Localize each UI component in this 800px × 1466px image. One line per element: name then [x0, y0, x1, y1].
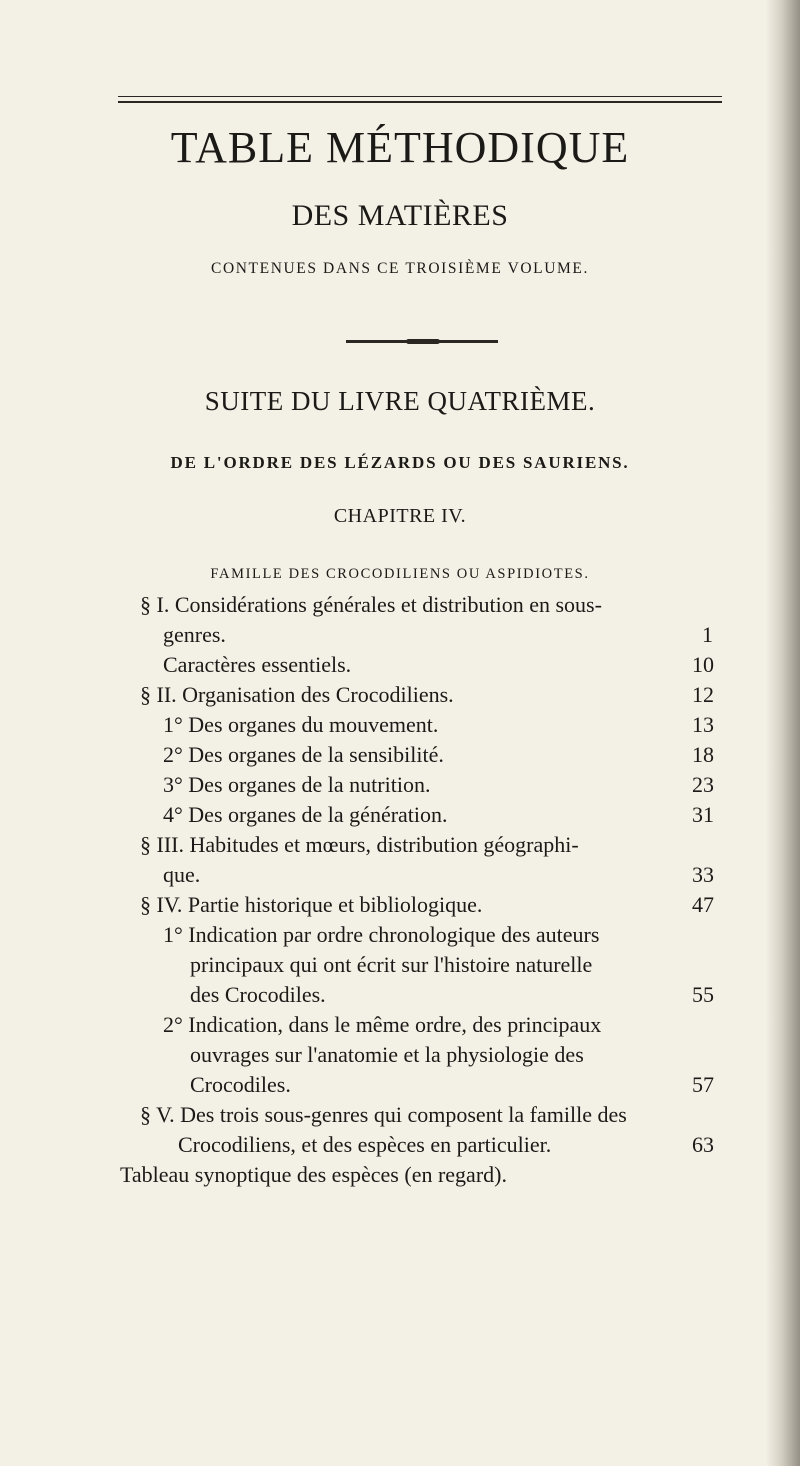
- toc-entry-text: Crocodiliens, et des espèces en particulier.: [178, 1132, 552, 1157]
- toc-row: [0, 920, 800, 950]
- toc-row: [0, 830, 800, 860]
- top-double-rule: [118, 96, 722, 103]
- toc-entry-page: 47: [692, 892, 714, 917]
- page-subtitle: DES MATIÈRES: [291, 199, 509, 232]
- toc-entry-page: 12: [692, 682, 714, 707]
- toc-entry-text: 2° Indication, dans le même ordre, des principaux: [163, 1012, 602, 1037]
- toc-row: [0, 860, 800, 890]
- toc-row: [0, 1100, 800, 1130]
- toc-entry-page: 10: [692, 652, 714, 677]
- chapter-heading: CHAPITRE IV.: [333, 505, 467, 527]
- toc-entry-text: des Crocodiles.: [190, 982, 326, 1007]
- toc-row: [0, 650, 800, 680]
- toc-entry-text: ouvrages sur l'anatomie et la physiologie des: [190, 1042, 584, 1067]
- toc-row: [0, 1040, 800, 1070]
- toc-row: [0, 980, 800, 1010]
- toc-entry-page: 63: [692, 1132, 714, 1157]
- toc-row: [0, 770, 800, 800]
- toc-entry-text: Tableau synoptique des espèces (en regard).: [120, 1162, 507, 1187]
- volume-line: CONTENUES DANS CE TROISIÈME VOLUME.: [211, 260, 589, 277]
- toc-entry-page: 13: [692, 712, 714, 737]
- toc-entry-text: 1° Des organes du mouvement.: [163, 712, 439, 737]
- order-heading: DE L'ORDRE DES LÉZARDS OU DES SAURIENS.: [170, 453, 630, 472]
- toc-entry-page: 55: [692, 982, 714, 1007]
- page-title: TABLE MÉTHODIQUE: [170, 123, 630, 172]
- toc-row: [0, 590, 800, 620]
- toc-entry-text: 1° Indication par ordre chronologique des auteurs: [163, 922, 600, 947]
- toc-entry-page: 31: [692, 802, 714, 827]
- toc-entry-text: principaux qui ont écrit sur l'histoire naturelle: [190, 952, 593, 977]
- toc-row: [0, 800, 800, 830]
- toc-entry-text: § IV. Partie historique et bibliologique.: [140, 892, 483, 917]
- toc-row: [0, 620, 800, 650]
- toc-entry-text: § I. Considérations générales et distribution en sous-: [140, 592, 602, 617]
- toc-entry-text: que.: [163, 862, 201, 887]
- ornamental-rule: [346, 340, 498, 343]
- toc-row: [0, 1130, 800, 1160]
- toc-entry-text: § II. Organisation des Crocodiliens.: [140, 682, 454, 707]
- book-heading: SUITE DU LIVRE QUATRIÈME.: [204, 386, 596, 416]
- toc-row: [0, 1070, 800, 1100]
- toc-row: [0, 890, 800, 920]
- toc-entry-page: 57: [692, 1072, 714, 1097]
- family-heading: FAMILLE DES CROCODILIENS OU ASPIDIOTES.: [210, 566, 590, 582]
- toc-row: [0, 740, 800, 770]
- toc-entry-page: 33: [692, 862, 714, 887]
- toc-entry-text: Crocodiles.: [190, 1072, 291, 1097]
- toc-entry-text: 2° Des organes de la sensibilité.: [163, 742, 444, 767]
- toc-entry-text: genres.: [163, 622, 226, 647]
- toc-entry-text: 3° Des organes de la nutrition.: [163, 772, 431, 797]
- toc-entry-page: 18: [692, 742, 714, 767]
- toc-entry-text: § III. Habitudes et mœurs, distribution géographi-: [140, 832, 579, 857]
- toc-entry-text: Caractères essentiels.: [163, 652, 352, 677]
- toc-entry-text: § V. Des trois sous-genres qui composent la famille des: [140, 1102, 627, 1127]
- toc-row: [0, 680, 800, 710]
- toc-entry-page: 23: [692, 772, 714, 797]
- toc-entry-page: 1: [702, 622, 713, 647]
- toc-row: [0, 1160, 800, 1190]
- toc-row: [0, 710, 800, 740]
- toc-row: [0, 1010, 800, 1040]
- toc-row: [0, 950, 800, 980]
- toc-entry-text: 4° Des organes de la génération.: [163, 802, 448, 827]
